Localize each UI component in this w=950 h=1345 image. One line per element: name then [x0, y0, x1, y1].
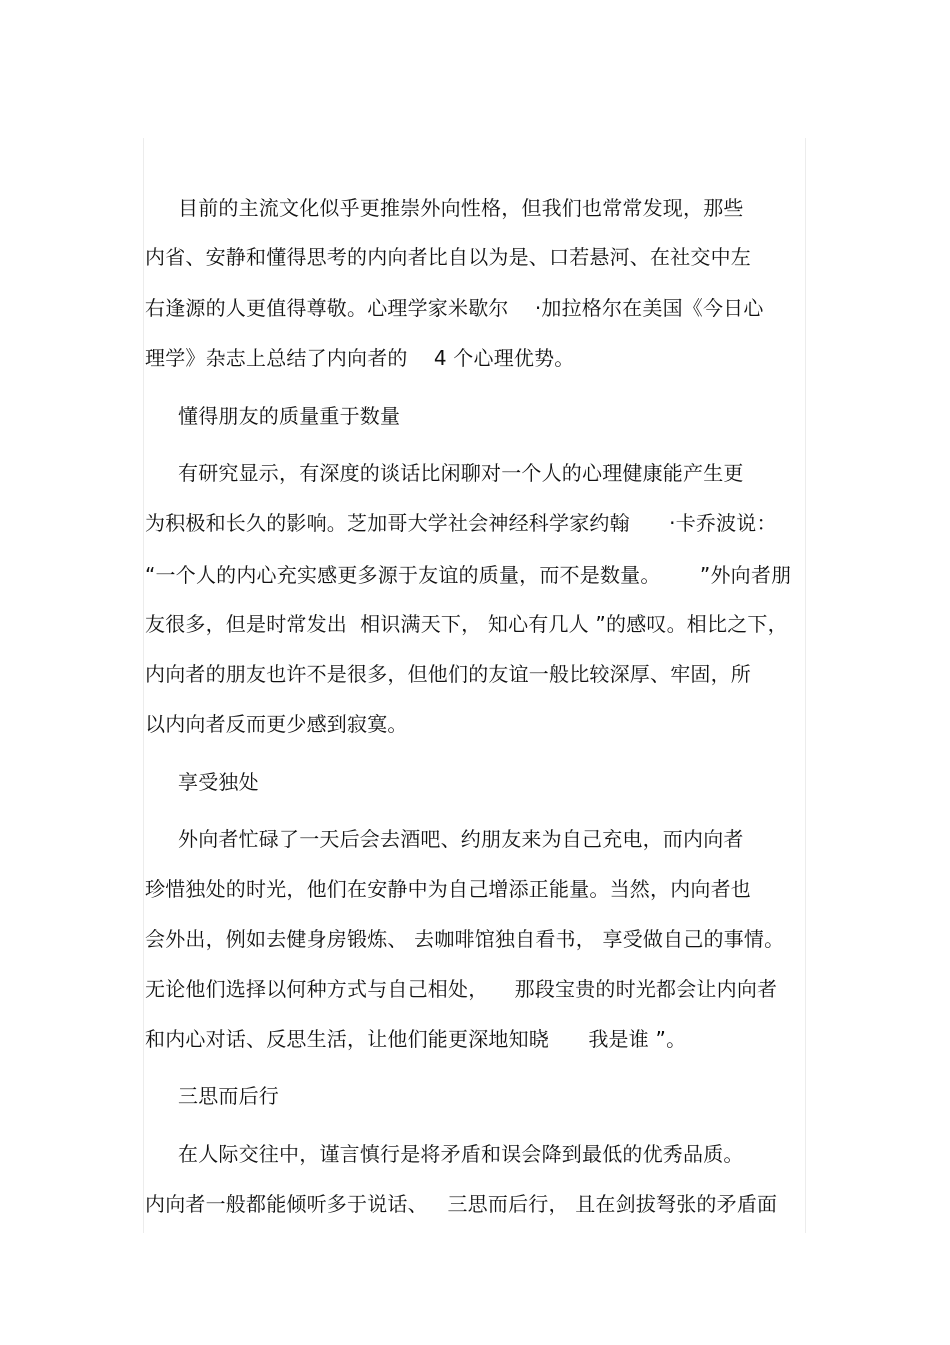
body-text-line: 外向者忙碌了一天后会去酒吧、约朋友来为自己充电，而内向者	[178, 827, 744, 851]
body-text-line: 内向者一般都能倾听多于说话、 三思而后行， 且在剑拔弩张的矛盾面	[145, 1192, 778, 1216]
body-text-line: 为积极和长久的影响。芝加哥大学社会神经科学家约翰 ·卡乔波说：	[145, 511, 777, 535]
body-text-line: 内向者的朋友也许不是很多，但他们的友谊一般比较深厚、牢固，所	[145, 662, 751, 686]
body-text-line: 内省、安静和懂得思考的内向者比自以为是、口若悬河、在社交中左	[145, 245, 751, 269]
body-text-line: 以内向者反而更少感到寂寞。	[145, 712, 408, 736]
body-text-line: 有研究显示，有深度的谈话比闲聊对一个人的心理健康能产生更	[178, 461, 744, 485]
body-text-line: 会外出，例如去健身房锻炼、 去咖啡馆独自看书， 享受做自己的事情。	[145, 927, 785, 951]
body-text-line: 理学》杂志上总结了内向者的 4 个心理优势。	[145, 346, 575, 370]
body-text-line: 在人际交往中，谨言慎行是将矛盾和误会降到最低的优秀品质。	[178, 1142, 744, 1166]
body-text-line: 和内心对话、反思生活，让他们能更深地知晓 我是谁 ”。	[145, 1027, 687, 1051]
body-text-line: 无论他们选择以何种方式与自己相处， 那段宝贵的时光都会让内向者	[145, 977, 778, 1001]
section-heading: 三思而后行	[178, 1084, 279, 1108]
section-heading: 享受独处	[178, 770, 259, 794]
page-left-edge	[143, 138, 144, 1233]
body-text-line: 友很多，但是时常发出 相识满天下， 知心有几人 ”的感叹。相比之下，	[145, 612, 788, 636]
page-right-edge	[805, 138, 806, 1233]
body-text-line: “一个人的内心充实感更多源于友谊的质量，而不是数量。 ”外向者朋	[145, 563, 792, 587]
body-text-line: 右逢源的人更值得尊敬。心理学家米歇尔 ·加拉格尔在美国《今日心	[145, 296, 764, 320]
body-text-line: 目前的主流文化似乎更推崇外向性格，但我们也常常发现，那些	[178, 196, 744, 220]
section-heading: 懂得朋友的质量重于数量	[178, 404, 401, 428]
body-text-line: 珍惜独处的时光，他们在安静中为自己增添正能量。当然，内向者也	[145, 877, 751, 901]
